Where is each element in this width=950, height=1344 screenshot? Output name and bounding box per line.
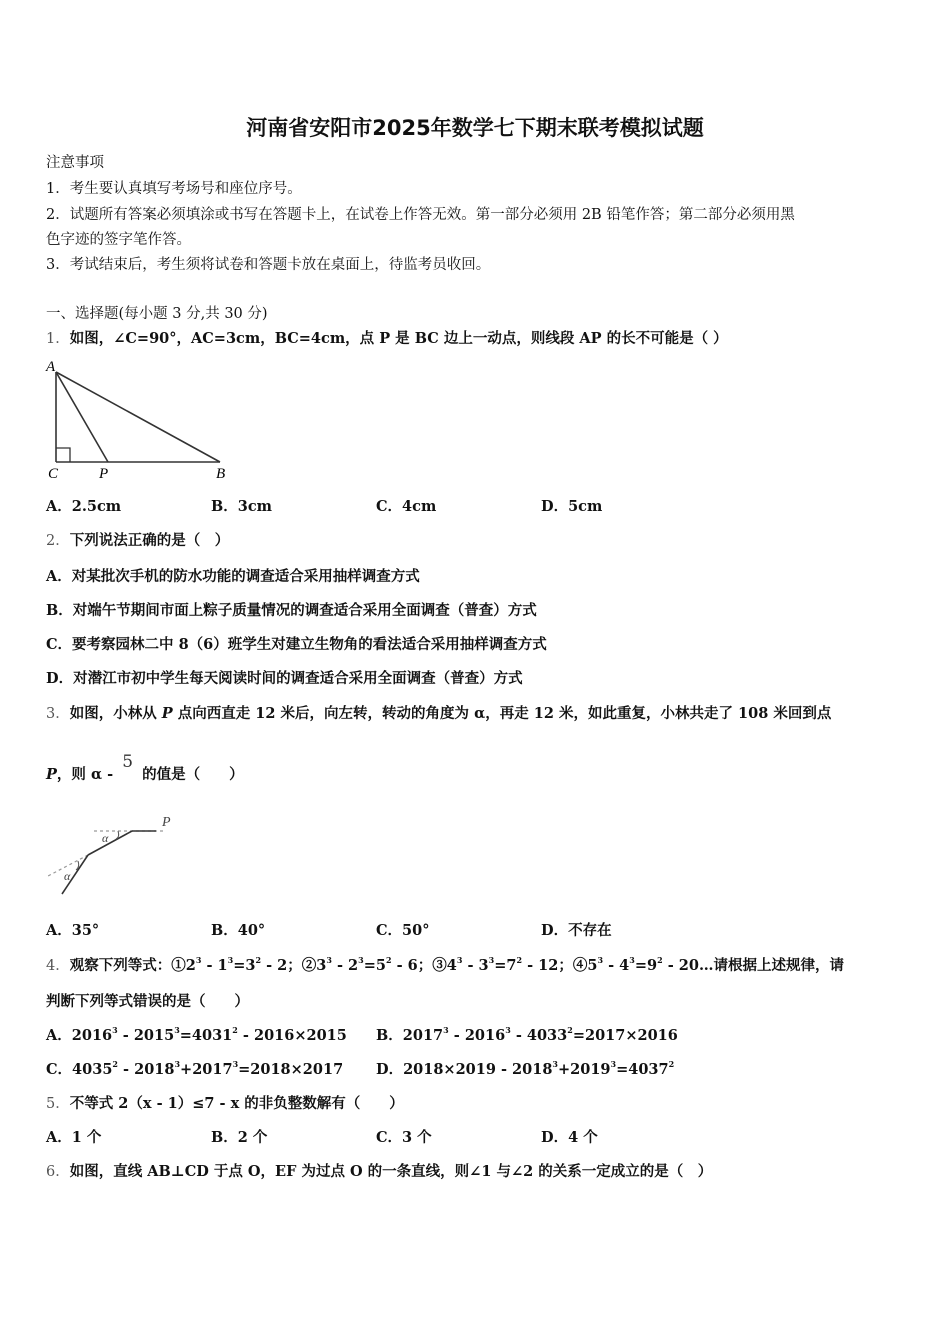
question-3-line2 (46, 752, 244, 784)
question-text: 观察下列等式： (69, 957, 172, 974)
notice-item-2: 2．试题所有答案必须填涂或书写在答题卡上，在试卷上作答无效。第一部分必须用 2B 铅笔作答；第二部分必须用黑 (46, 207, 795, 223)
question-text: ，则 α - (56, 766, 119, 783)
question-text: 如图，小林从 (69, 705, 162, 722)
question-number: 4． (46, 958, 70, 974)
document-title: 河南省安阳市2025年数学七下期末联考模拟试题 (246, 116, 704, 140)
question-number: 1． (46, 331, 70, 347)
question-5 (46, 1092, 404, 1113)
q4-option-b: B．$2017^3 - 2016^3 - 4033^2=2017\times 2016$ (376, 1025, 678, 1044)
q5-option-a: A．1 个 (46, 1129, 102, 1146)
figure-label-c: C (48, 466, 59, 482)
q3-option-b: B．40° (211, 922, 266, 939)
question-number: 2． (46, 533, 70, 549)
q2-option-d: D．对潜江市初中学生每天阅读时间的调查适合采用全面调查（普查）方式 (46, 670, 523, 687)
question-text: 下列说法正确的是（ ） (69, 532, 230, 549)
superscript-value: 5 (122, 752, 134, 772)
notice-item-2-cont: 色字迹的签字笔作答。 (46, 232, 191, 248)
notice-heading: 注意事项 (46, 155, 104, 171)
equation-2: $②3^3 - 2^3=5^2 - 6$； (301, 955, 433, 974)
question-4-line2: 判断下列等式错误的是（ ） (46, 993, 249, 1010)
figure-label-p: P (162, 815, 171, 830)
q2-option-b: B．对端午节期间市面上粽子质量情况的调查适合采用全面调查（普查）方式 (46, 602, 537, 619)
question-number: 6． (46, 1164, 70, 1180)
q1-option-b: B．3cm (211, 498, 273, 515)
question-6 (46, 1160, 712, 1181)
question-text: 的值是（ ） (137, 766, 244, 783)
question-3 (46, 702, 831, 723)
point-p: P (161, 705, 173, 722)
figure-label-alpha-2: α (64, 869, 71, 883)
equation-1: $①2^3 - 1^3=3^2 - 2$； (171, 955, 302, 974)
q3-option-d: D．不存在 (541, 922, 612, 939)
q5-option-c: C．3 个 (376, 1129, 432, 1146)
q4-option-c: C．$4035^2 - 2018^3+2017^3=2018\times 2017$ (46, 1059, 344, 1078)
equation-4: $④5^3 - 4^3=9^2 - 20$ (572, 955, 699, 974)
q3-option-a: A．35° (46, 922, 100, 939)
q2-option-c: C．要考察园林二中 8（6）班学生对建立生物角的看法适合采用抽样调查方式 (46, 636, 547, 653)
equation-3: $③4^3 - 3^3=7^2 - 12$； (432, 955, 573, 974)
walking-path-figure (44, 808, 194, 900)
question-text: 如图，∠C=90°，AC=3cm，BC=4cm，点 P 是 BC 边上一动点，则线段 AP 的长不可能是（ ） (69, 330, 728, 347)
figure-label-p: P (99, 466, 109, 482)
question-number: 5． (46, 1096, 70, 1112)
question-number: 3． (46, 706, 70, 722)
q4-option-a: A．$2016^3 - 2015^3=4031^2 - 2016\times 2015$ (46, 1025, 347, 1044)
triangle-figure (44, 356, 244, 482)
q5-option-d: D．4 个 (541, 1129, 598, 1146)
q5-option-b: B．2 个 (211, 1129, 268, 1146)
question-text: 不等式 2（x - 1）≤7 - x 的非负整数解有（ ） (69, 1095, 404, 1112)
q1-option-d: D．5cm (541, 498, 603, 515)
notice-item-1: 1．考生要认真填写考场号和座位序号。 (46, 181, 302, 197)
notice-item-3: 3．考试结束后，考生须将试卷和答题卡放在桌面上，待监考员收回。 (46, 257, 491, 273)
question-2 (46, 529, 229, 550)
question-text: 点向西直走 12 米后，向左转，转动的角度为 α，再走 12 米，如此重复，小林共走了 108 米回到点 (172, 705, 832, 722)
q1-option-c: C．4cm (376, 498, 437, 515)
figure-label-alpha-1: α (102, 831, 109, 845)
section-heading: 一、选择题(每小题 3 分,共 30 分) (46, 306, 268, 322)
question-1 (46, 327, 728, 348)
figure-label-b: B (216, 466, 226, 482)
q2-option-a: A．对某批次手机的防水功能的调查适合采用抽样调查方式 (46, 568, 420, 585)
question-4 (46, 954, 844, 975)
question-text: 如图，直线 AB⊥CD 于点 O，EF 为过点 O 的一条直线，则∠1 与∠2 的关系一定成立的是（ ） (69, 1163, 713, 1180)
point-p: P (46, 766, 57, 783)
q1-option-a: A．2.5cm (46, 498, 122, 515)
q4-option-d: D．$2018\times 2019 - 2018^3+2019^3=4037^2$ (376, 1059, 675, 1078)
question-text: …请根据上述规律，请 (698, 957, 844, 974)
q3-option-c: C．50° (376, 922, 430, 939)
figure-label-a: A (46, 359, 56, 375)
